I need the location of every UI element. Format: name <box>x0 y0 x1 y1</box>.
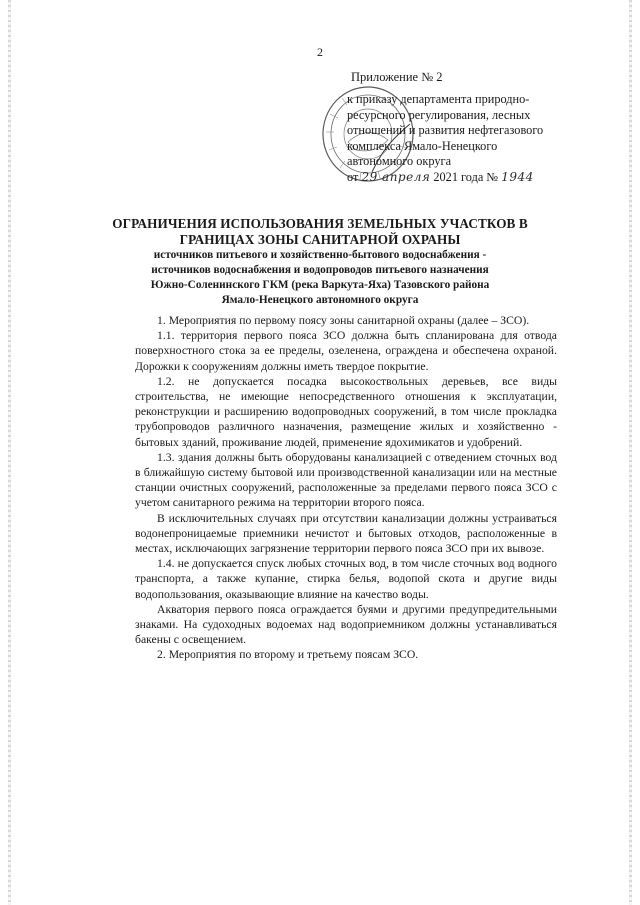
title-line: ОГРАНИЧЕНИЯ ИСПОЛЬЗОВАНИЯ ЗЕМЕЛЬНЫХ УЧАСТКОВ В <box>112 216 528 231</box>
subtitle-line: источников водоснабжения и водопроводов питьевого назначения <box>151 264 489 276</box>
appendix-label: Приложение № 2 <box>351 70 443 84</box>
paragraph-1-4: 1.4. не допускается спуск любых сточных вод, в том числе сточных вод водного транспорта, а также купание, стирка белья, водопой скота и другие виды водопользования, оказывающие влияние на качество воды. <box>135 557 557 601</box>
paragraph-1-3: 1.3. здания должны быть оборудованы канализацией с отведением сточных вод в ближайшую систему бытовой или производственной канализации или на местные станции очистных сооружений, расположенные за пределами первого пояса ЗСО с учетом санитарного режима на территории второго пояса. <box>135 450 557 510</box>
subtitle-line: Южно-Соленинского ГКМ (река Варкута-Яха) Тазовского района <box>150 279 490 291</box>
handwritten-order-number: 1944 <box>501 169 534 184</box>
subtitle-line: Ямало-Ненецкого автономного округа <box>221 294 419 306</box>
year-text: 2021 года № <box>433 169 499 184</box>
subtitle-line: источников питьевого и хозяйственно-бытового водоснабжения - <box>153 249 487 261</box>
paragraph-exceptional-cases: В исключительных случаях при отсутствии канализации должны устраиваться водонепроницаемые приемники нечистот и бытовых отходов, расположенные в местах, исключающих загрязнение территории первого пояса ЗСО при их вывозе. <box>135 511 557 556</box>
order-reference <box>347 92 562 185</box>
order-date-line <box>347 170 562 186</box>
page-number: 2 <box>317 45 323 59</box>
title-line: ГРАНИЦАХ ЗОНЫ САНИТАРНОЙ ОХРАНЫ <box>179 232 461 247</box>
paragraph-section-2: 2. Мероприятия по второму и третьему поясам ЗСО. <box>157 648 419 662</box>
order-line: ресурсного регулирования, лесных <box>347 107 531 122</box>
order-line: к приказу департамента природно- <box>347 92 530 106</box>
order-line: комплекса Ямало-Ненецкого <box>347 138 498 153</box>
order-line: автономного округа <box>347 154 452 168</box>
document-body <box>135 313 557 663</box>
order-line: отношений и развития нефтегазового <box>347 123 544 137</box>
handwritten-date: 29 апреля <box>361 169 431 184</box>
date-prefix: от <box>347 169 359 184</box>
paragraph-water-area: Акватория первого пояса ограждается буями и другими предупредительными знаками. На судоходных водоемах над водоприемником должны устанавливаться бакены с освещением. <box>135 602 557 647</box>
paragraph-1-2: 1.2. не допускается посадка высокоствольных деревьев, все виды строительства, не имеющие непосредственного отношения к эксплуатации, реконструкции и расширению водопроводных сооружений, в том числе прокладка трубопроводов различного назначения, размещение жилых и хозяйственно - бытовых зданий, проживание людей, применение ядохимикатов и удобрений. <box>135 374 557 449</box>
paragraph-1-1: 1.1. территория первого пояса ЗСО должна быть спланирована для отвода поверхностного стока за ее пределы, озеленена, ограждена и обеспечена охраной. Дорожки к сооружениям должны иметь твердое покрытие. <box>135 329 557 373</box>
document-title <box>0 216 640 308</box>
paragraph-section-1: 1. Мероприятия по первому поясу зоны санитарной охраны (далее – ЗСО). <box>157 314 530 327</box>
